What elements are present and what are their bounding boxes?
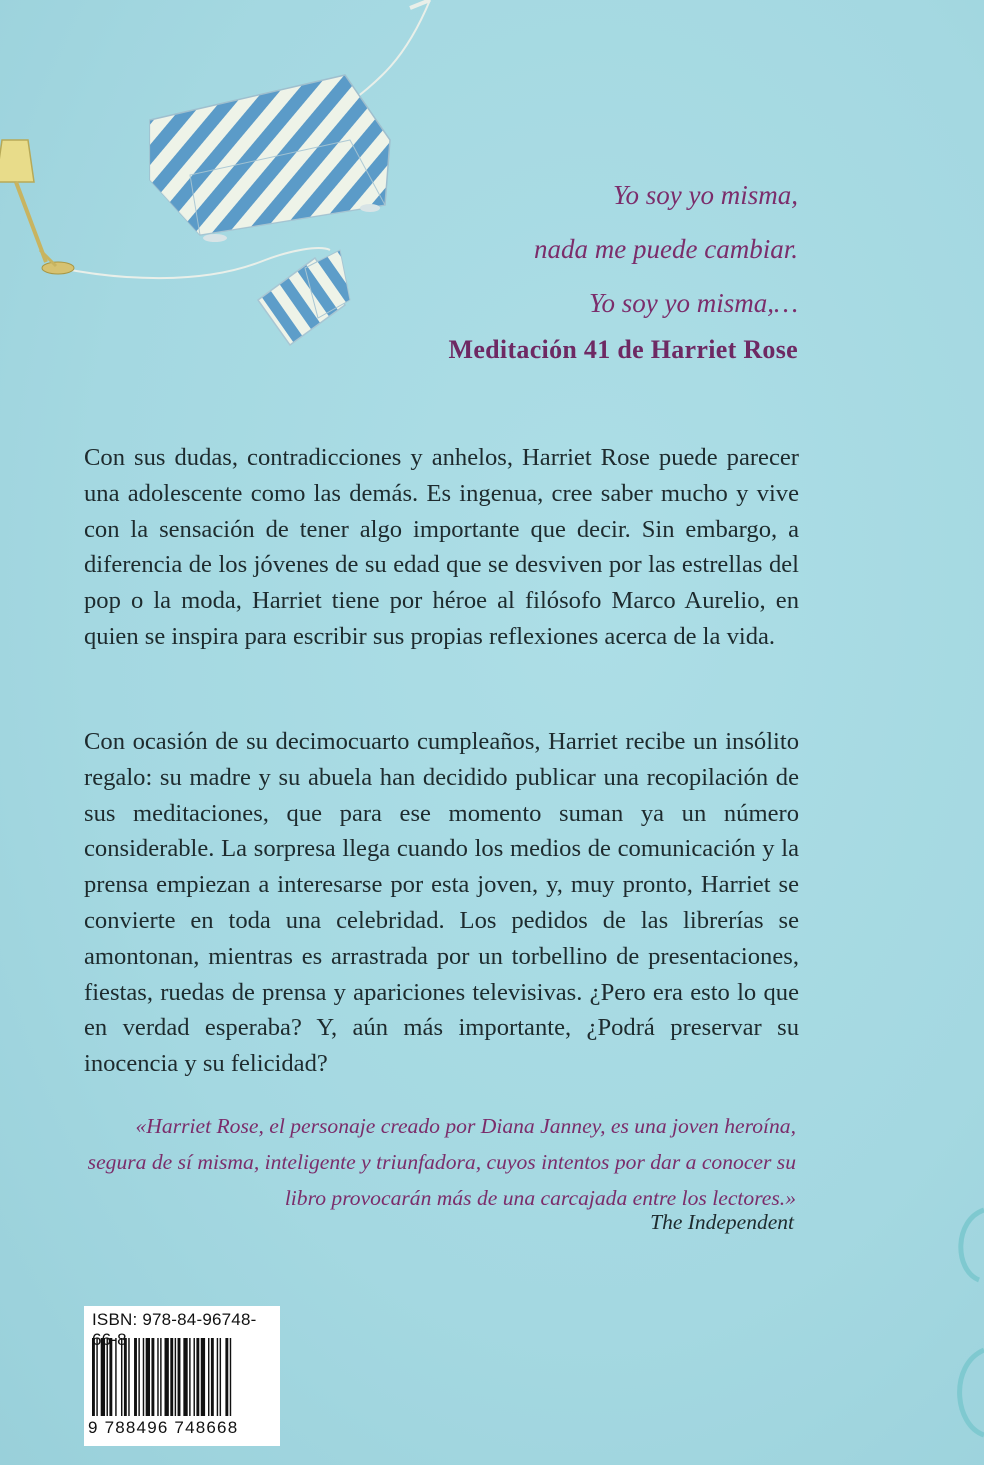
epigraph-line: Yo soy yo misma,… xyxy=(588,288,798,318)
barcode-icon xyxy=(88,1338,276,1418)
review-quote: «Harriet Rose, el personaje creado por Diana Janney, es una joven heroína, segura de sí misma, inteligente y triunfadora, cuyos intentos por dar a conocer su libro provocarán más de una carcajada entre los lectores.» xyxy=(87,1114,796,1210)
epigraph-line: nada me puede cambiar. xyxy=(534,234,798,264)
review-source: The Independent xyxy=(650,1210,794,1234)
striped-cushion-icon xyxy=(258,250,350,345)
synopsis-paragraph-2: Con ocasión de su decimocuarto cumpleaños, Harriet recibe un insólito regalo: su madre y su abuela han decidido publicar una recopilación de sus meditaciones, que para ese momento suman ya un número considerable. La sorpresa llega cuando los medios de comunicación y la prensa empiezan a interesarse por esta joven, y, muy pronto, Harriet se convierte en toda una celebridad. Los pedidos de las librerías se amontonan, mientras es arrastrada por un torbellino de presentaciones, fiestas, ruedas de prensa y apariciones televisivas. ¿Pero era esto lo que en verdad esperaba? Y, aún más importante, ¿Podrá preservar su inocencia y su felicidad? xyxy=(84,728,799,1078)
epigraph xyxy=(378,168,798,330)
synopsis-paragraph-1: Con sus dudas, contradicciones y anhelos, Harriet Rose puede parecer una adolescente como las demás. Es ingenua, cree saber mucho y vive con la sensación de tener algo importante que decir. Sin embargo, a diferencia de los jóvenes de su edad que se desviven por las estrellas del pop o la moda, Harriet tiene por héroe al filósofo Marco Aurelio, en quien se inspira para escribir sus propias reflexiones acerca de la vida. xyxy=(84,444,799,650)
striped-sofa-icon xyxy=(150,75,390,242)
epigraph-line: Yo soy yo misma, xyxy=(612,180,798,210)
isbn-label: ISBN: 978-84-96748-66-8 xyxy=(92,1310,257,1349)
floor-lamp-icon xyxy=(0,140,74,274)
epigraph-source: Meditación 41 de Harriet Rose xyxy=(448,335,798,364)
barcode-panel xyxy=(84,1306,280,1446)
lamp-cord-line xyxy=(60,248,330,278)
barcode-digits: 9 788496 748668 xyxy=(88,1418,239,1437)
decorative-swirl xyxy=(924,1180,984,1465)
